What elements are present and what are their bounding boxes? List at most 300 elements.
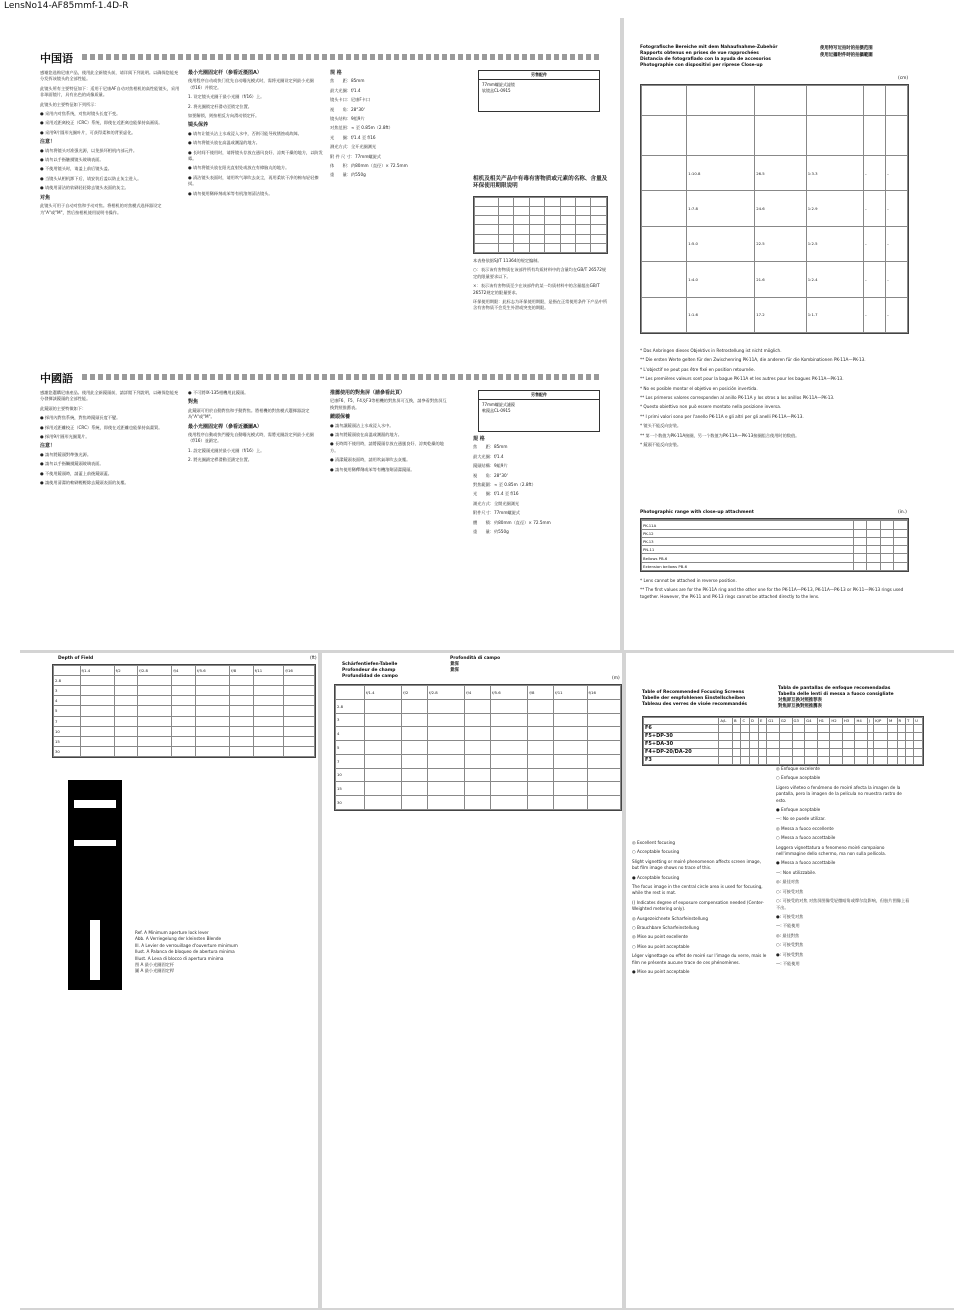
closeup-title bbox=[640, 45, 810, 69]
table-row bbox=[336, 754, 621, 768]
table-cell bbox=[767, 740, 780, 748]
table-cell: 5 bbox=[336, 741, 365, 755]
simplified-col-3: 规 格 焦 距：85mm 最大光圈：f/1.4 镜头卡口：尼康F卡口 视 角：28°30' 镜头结构：9组9片 对焦范围：∞ 至 0.85m（2.8ft） 光 圈：f/1.4 至 f/16 测光方式：全开光圈测光 附 件 尺 寸：77mm螺旋式 体 积：约80mm（直径）× 72.5mm 重 量：约550g bbox=[330, 70, 450, 182]
table-cell bbox=[897, 748, 906, 756]
table-cell bbox=[364, 782, 401, 796]
table-cell bbox=[855, 740, 868, 748]
section-divider-2 bbox=[82, 374, 602, 380]
table-cell bbox=[491, 699, 528, 713]
closeup-title-cn2: 使用近攝附件時的拍攝範圍 bbox=[820, 53, 873, 58]
table-cell bbox=[114, 696, 138, 706]
table-row bbox=[54, 726, 315, 736]
traditional-care-heading: 鏡頭保養 bbox=[330, 414, 351, 421]
table-row bbox=[336, 741, 621, 755]
screens-legend-1: ◎ Excellent focusing ○ Acceptable focusing Slight vignetting or moiré phenomenon affects screen image, but film image shows no trace of this. ● Acceptable focusing The focus image in the central circle area is used for focusing, while the rest is mat. () Indicates degree of exposure compensation needed (Center-Weighted metering only). ◎ Ausgezeichnete Scharfeinstellung ○ Brauchbare Scharfeinstellung ◎ Mise au point excellente ○ Mise au point acceptable Léger vignettage ou effet de moiré sur l'image du verre, mais le film ne présente aucune trace de ces phénomènes. ● Mise au point acceptable bbox=[632, 840, 767, 975]
table-cell bbox=[880, 529, 894, 537]
table-cell bbox=[842, 724, 855, 732]
table-cell bbox=[528, 782, 554, 796]
simplified-col-1: 感谢您选购尼康产品，使用此全新镜头前，请详阅下列说明。以确保您能充分发挥该镜头的全部性能。 此镜头所有主要特征如下：适用于尼康AF自动对焦相机的高性能镜头，采用非球面镜片，具有出色的成像质量。 此镜头的主要特征如下列所示： ● 采用内对焦系统，对焦时镜头长度不变。 ● 采用近距离校正（CRC）系统，即使在近距离也能保持高画质。 ● 采用9片圆形光圈叶片，可获得柔和的背景虚化。 注意！ ● 请勿将镜头对准强光源，以免损坏相机内部元件。 ● 请勿以手指触摸镜头玻璃表面。 ● 不使用镜头时，请盖上前后镜头盖。 ● 当镜头从相机卸下后，请安装后盖以防止灰尘进入。 ● 请使用清洁的软刷轻轻除去镜头表面的灰尘。 对焦 此镜头可用于自动对焦和手动对焦。将相机的对焦模式选择器设定为"A"或"M"，然后按相机使用说明书操作。 bbox=[40, 70, 180, 215]
table-cell bbox=[402, 741, 428, 755]
traditional-focus-heading: 對焦 bbox=[188, 399, 199, 406]
depth-unit: (ft) bbox=[310, 656, 317, 661]
table-cell: F5+DP-30 bbox=[644, 732, 719, 740]
simplified-material-heading: 相机及相关产品中有毒有害物质或元素的名称、含量及环保使用期限说明 bbox=[473, 176, 608, 189]
traditional-min-aperture-heading: 最小光圈固定桿（參看近攝圖A） bbox=[188, 423, 262, 430]
table-cell bbox=[792, 740, 805, 748]
table-header-cell: f/1.4 bbox=[80, 666, 114, 676]
table-cell bbox=[914, 732, 923, 740]
table-cell: 30 bbox=[336, 796, 365, 810]
table-cell bbox=[906, 756, 914, 764]
table-cell bbox=[253, 706, 284, 716]
table-row bbox=[644, 724, 923, 732]
table-cell bbox=[138, 706, 172, 716]
table-cell: Bellows PB-6 bbox=[642, 554, 854, 562]
table-cell bbox=[587, 768, 620, 782]
table-cell bbox=[897, 724, 906, 732]
table-cell bbox=[465, 699, 491, 713]
table-cell bbox=[874, 724, 888, 732]
screens-titles-right bbox=[778, 686, 918, 710]
table-cell bbox=[195, 746, 229, 756]
table-cell bbox=[491, 754, 528, 768]
table-cell bbox=[587, 754, 620, 768]
table-cell bbox=[465, 713, 491, 727]
simplified-min-aperture-heading: 最小光圈固定杆（参看近摄图A） bbox=[188, 70, 262, 76]
screens-table bbox=[642, 716, 924, 766]
table-cell bbox=[874, 740, 888, 748]
table-row bbox=[54, 676, 315, 686]
legend-line-6: 图 A 最小光圈固定杆 bbox=[135, 962, 175, 968]
table-cell bbox=[867, 537, 881, 545]
table-header-cell: f/11 bbox=[253, 666, 284, 676]
table-cell bbox=[792, 732, 805, 740]
table-cell bbox=[906, 724, 914, 732]
table-cell bbox=[719, 724, 733, 732]
table-cell bbox=[364, 741, 401, 755]
table-header-cell: M bbox=[887, 718, 897, 725]
table-cell: PK-12 bbox=[642, 529, 854, 537]
schaerfentiefe-table bbox=[334, 684, 622, 811]
spec-mount: 尼康F卡口 bbox=[350, 97, 371, 103]
table-cell bbox=[402, 796, 428, 810]
table-cell: 15 bbox=[336, 782, 365, 796]
table-cell bbox=[894, 529, 908, 537]
table-cell: 7 bbox=[54, 716, 81, 726]
table-cell bbox=[138, 746, 172, 756]
table-cell bbox=[364, 727, 401, 741]
table-row bbox=[54, 716, 315, 726]
table-cell bbox=[138, 686, 172, 696]
table-cell bbox=[230, 736, 254, 746]
table-cell bbox=[195, 736, 229, 746]
table-cell bbox=[897, 732, 906, 740]
table-cell bbox=[874, 756, 888, 764]
table-cell bbox=[528, 768, 554, 782]
table-cell bbox=[817, 732, 830, 740]
table-cell bbox=[491, 727, 528, 741]
table-cell bbox=[719, 756, 733, 764]
table-cell bbox=[465, 754, 491, 768]
table-cell bbox=[402, 699, 428, 713]
table-header-cell: H2 bbox=[830, 718, 843, 725]
table-cell bbox=[750, 740, 759, 748]
table-cell bbox=[894, 554, 908, 562]
table-cell bbox=[779, 756, 792, 764]
table-cell bbox=[402, 782, 428, 796]
traditional-title: 中國語 bbox=[40, 372, 73, 385]
table-cell: PK-11A bbox=[642, 521, 854, 529]
table-cell bbox=[364, 754, 401, 768]
legend-line-3: Ill. A Levier de verrouillage d'ouverture minimum bbox=[135, 942, 238, 948]
table-header-cell: G4 bbox=[805, 718, 818, 725]
table-cell bbox=[880, 537, 894, 545]
table-row bbox=[336, 796, 621, 810]
table-header-cell: U bbox=[914, 718, 923, 725]
footnote-star: Lens cannot be attached in reverse position. bbox=[643, 578, 737, 583]
table-cell bbox=[741, 724, 750, 732]
closeup-notes: * Das Anbringen dieses Objektivs in Retrostellung ist nicht möglich. ** Die ersten Werte gelten für den Zwischenring PK-11A, die anderen für die Kombinationen PK-11A—PK-13. * L'objectif ne peut pas être fixé en position retournée. ** Les premières valeurs sont pour la bague PK-11A et les autres pour les bagues PK-11A—PK-13. * No es posible montar el objetivo en posición invertida. ** Los primeros valores corresponden al anillo PK-11A y los otros a los anillos PK-11A—PK-13. * Questo obiettivo non può essere montato nella posizione inversa. ** I primi valori sono per l'anello PK-11A e gli altri per gli anelli PK-11A—PK-13. * 镜头不能反向安装。 ** 第一个数值为PK-11A接圈，另一个数值为PK-11A—PK-13接圈组合使用时的数值。 * 鏡頭不能反向安裝。 bbox=[640, 348, 866, 448]
traditional-col-1: 感謝您選購尼康產品。使用此全新鏡頭前，請詳閱下列說明，以確保您能充分發揮該鏡頭的全部性能。 此鏡頭的主要特徵如下： ● 採用內對焦系統，對焦時鏡頭長度不變。 ● 採用近距離校正（CRC）系統，即使在近距離也能保持高畫質。 ● 採用9片圓形光圈葉片。 注意！ ● 請勿將鏡頭對準強光源。 ● 請勿以手指觸摸鏡頭玻璃表面。 ● 不使用鏡頭時，請蓋上前後鏡頭蓋。 ● 請使用清潔的軟刷輕輕除去鏡頭表面的灰塵。 bbox=[40, 390, 179, 486]
traditional-accessory-box bbox=[478, 390, 600, 432]
table-cell bbox=[894, 537, 908, 545]
closeup-title-es: Photographie con dispositivi per riprese Close-up bbox=[640, 63, 763, 68]
table-cell bbox=[914, 724, 923, 732]
table-cell bbox=[874, 748, 888, 756]
table-cell bbox=[853, 546, 867, 554]
table-cell bbox=[853, 529, 867, 537]
table-cell bbox=[195, 726, 229, 736]
table-row bbox=[644, 756, 923, 764]
closeup-title-fr: Distancia de fotografiado con la ayuda de accesorios bbox=[640, 57, 771, 62]
profondeur-title: Profondeur de champ bbox=[342, 668, 396, 673]
table-cell bbox=[528, 713, 554, 727]
simplified-accessory-heading: 另售配件 bbox=[479, 71, 599, 80]
table-cell bbox=[138, 676, 172, 686]
table-cell bbox=[427, 713, 464, 727]
table-cell bbox=[805, 748, 818, 756]
schaerfentiefe-titles bbox=[342, 662, 432, 680]
table-cell bbox=[587, 741, 620, 755]
table-cell bbox=[427, 782, 464, 796]
table-cell bbox=[114, 676, 138, 686]
table-cell bbox=[887, 724, 897, 732]
simplified-material-notes: 本表格依据SJ/T 11364的规定编制。 ○：表示该有害物质在该部件所有均质材料中的含量均在GB/T 26572规定的限量要求以下。 ×：表示该有害物质至少在该部件的某一均质材料中的含量超出GB/T 26572规定的限量要求。 环保使用期限：此标志为环保使用期限，是指在正常使用条件下产品中所含有害物质不会发生外泄或突变的期限。 bbox=[473, 258, 608, 311]
table-cell bbox=[792, 756, 805, 764]
table-cell: 2.8 bbox=[336, 699, 365, 713]
table-cell bbox=[284, 726, 315, 736]
table-row bbox=[642, 537, 908, 545]
table-header-cell: J bbox=[868, 718, 874, 725]
closeup-title-de: Fotografische Bereiche mit dem Nahaufnahme-Zubehör bbox=[640, 45, 778, 50]
table-header-cell: G2 bbox=[779, 718, 792, 725]
table-cell bbox=[867, 529, 881, 537]
table-row bbox=[642, 529, 908, 537]
table-cell bbox=[759, 748, 767, 756]
table-cell bbox=[284, 686, 315, 696]
table-cell bbox=[284, 706, 315, 716]
table-cell: 5 bbox=[54, 706, 81, 716]
table-cell bbox=[114, 726, 138, 736]
table-cell bbox=[897, 740, 906, 748]
table-cell bbox=[427, 768, 464, 782]
simplified-accessory-item: 77mm螺旋式滤镜 bbox=[482, 82, 515, 87]
table-cell bbox=[914, 740, 923, 748]
table-cell bbox=[427, 741, 464, 755]
table-cell bbox=[427, 754, 464, 768]
table-header-cell: G3 bbox=[792, 718, 805, 725]
table-cell bbox=[853, 537, 867, 545]
table-cell bbox=[914, 748, 923, 756]
table-cell bbox=[230, 676, 254, 686]
table-cell bbox=[172, 686, 196, 696]
table-cell bbox=[880, 554, 894, 562]
table-row bbox=[336, 727, 621, 741]
screens-title-fr: Tableau des verres de visée recommandés bbox=[642, 702, 748, 707]
table-header-cell: f/16 bbox=[587, 686, 620, 700]
table-header-cell: G1 bbox=[767, 718, 780, 725]
table-cell: F5+DA-30 bbox=[644, 740, 719, 748]
table-header-cell: B bbox=[732, 718, 740, 725]
traditional-accessory-item-2: 軟鏡盒CL-0915 bbox=[482, 408, 511, 413]
table-cell bbox=[855, 756, 868, 764]
table-row bbox=[336, 782, 621, 796]
screens-title-es: Tabla de pantallas de enfoque recomendadas bbox=[778, 686, 891, 691]
table-row bbox=[336, 713, 621, 727]
table-cell bbox=[732, 740, 740, 748]
table-cell bbox=[906, 732, 914, 740]
lens-mount-ring-2 bbox=[74, 840, 116, 846]
table-cell bbox=[80, 726, 114, 736]
table-row bbox=[642, 562, 908, 570]
spec-weight: 约550g bbox=[350, 172, 366, 178]
hazardous-substance-table bbox=[473, 196, 608, 254]
table-cell bbox=[230, 716, 254, 726]
table-cell: Extension bellows PB-6 bbox=[642, 562, 854, 570]
table-cell bbox=[894, 521, 908, 529]
simplified-notes-heading: 注意！ bbox=[40, 139, 56, 146]
table-cell bbox=[887, 756, 897, 764]
table-cell bbox=[172, 676, 196, 686]
table-cell bbox=[402, 754, 428, 768]
lens-mount-ring bbox=[74, 800, 116, 808]
table-cell bbox=[732, 748, 740, 756]
table-cell bbox=[830, 724, 843, 732]
table-cell bbox=[759, 724, 767, 732]
table-cell bbox=[830, 748, 843, 756]
table-header-cell: f/16 bbox=[284, 666, 315, 676]
simplified-specs-heading: 规 格 bbox=[330, 70, 342, 76]
table-cell bbox=[894, 562, 908, 570]
table-cell bbox=[750, 756, 759, 764]
table-cell bbox=[172, 726, 196, 736]
table-cell bbox=[732, 724, 740, 732]
table-cell bbox=[114, 746, 138, 756]
table-header-cell: f/5.6 bbox=[195, 666, 229, 676]
table-cell: 10 bbox=[54, 726, 81, 736]
table-cell bbox=[867, 521, 881, 529]
table-header-cell: f/8 bbox=[528, 686, 554, 700]
traditional-col-3: 推薦使用的對焦屏（請參看此頁） 尼康F6、F5、F4及F3等相機的對焦屏可互換，請參看對焦屏互換對照推薦表。 鏡頭保養 ● 請勿讓鏡頭沾上水或浸入水中。 ● 請勿將鏡頭放在高溫或潮濕的地方。 ● 長時間不使用時，請將鏡頭存放在通風良好、涼爽乾燥的地方。 ● 清潔鏡頭表面時，請用吹氣球吹去灰塵。 ● 請勿使用稀釋劑或苯等有機溶劑清潔鏡頭。 bbox=[330, 390, 450, 476]
table-cell bbox=[554, 741, 587, 755]
table-header-cell: H3 bbox=[842, 718, 855, 725]
table-cell bbox=[842, 748, 855, 756]
traditional-recommend-heading: 推薦使用的對焦屏（請參看此頁） bbox=[330, 390, 406, 396]
section-divider bbox=[82, 54, 602, 60]
spec-filter: 77mm螺旋式 bbox=[354, 153, 381, 159]
table-header-cell: f/11 bbox=[554, 686, 587, 700]
table-cell bbox=[172, 736, 196, 746]
table-cell bbox=[554, 727, 587, 741]
legend-line-1: Ref. A Minimum aperture lock lever bbox=[135, 930, 209, 935]
table-row bbox=[336, 699, 621, 713]
simplified-accessory-item-2: 软镜盒CL-0915 bbox=[482, 88, 511, 93]
table-cell bbox=[114, 706, 138, 716]
table-cell bbox=[554, 713, 587, 727]
table-cell bbox=[842, 732, 855, 740]
table-cell bbox=[767, 756, 780, 764]
photo-range-unit: (in.) bbox=[898, 510, 907, 515]
table-header-cell: f/4 bbox=[172, 666, 196, 676]
closeup-title-cn: 使用特写近拍时的拍摄范围 bbox=[820, 46, 873, 51]
table-cell bbox=[830, 740, 843, 748]
table-cell: F3 bbox=[644, 756, 719, 764]
photo-range-footnotes: * Lens cannot be attached in reverse position. ** The first values are for the PK-11A ring and the other one for the PK-11A—PK-13, PK-11A—PK-13 or PK-11—PK-13 rings used together. However, the PK-11 and PK-13 rings cannot be attached directly to the lens. bbox=[640, 578, 904, 599]
table-cell bbox=[817, 724, 830, 732]
table-cell bbox=[80, 746, 114, 756]
table-cell bbox=[253, 736, 284, 746]
screens-title-de: Tabelle der empfohlenen Einstellscheiben bbox=[642, 696, 746, 701]
table-cell bbox=[853, 554, 867, 562]
table-cell bbox=[195, 696, 229, 706]
table-cell bbox=[779, 732, 792, 740]
table-cell bbox=[253, 696, 284, 706]
table-cell bbox=[741, 748, 750, 756]
table-cell bbox=[842, 740, 855, 748]
table-cell bbox=[767, 724, 780, 732]
table-cell bbox=[465, 727, 491, 741]
table-cell bbox=[554, 754, 587, 768]
table-cell bbox=[284, 676, 315, 686]
table-cell bbox=[253, 726, 284, 736]
table-cell bbox=[230, 746, 254, 756]
schaerfentiefe-unit: (m) bbox=[612, 676, 620, 681]
table-row bbox=[54, 706, 315, 716]
table-cell bbox=[792, 724, 805, 732]
closeup-table: 1:10.8 26.5 1:3.3 – – 1:7.8 24.6 1:2.9 – – 1:5.0 22.5 1:2.5 – – 1:4.0 21.6 1:2.4 – – 1:1.6 17.2 1:1.7 – – bbox=[640, 84, 909, 334]
table-header-cell: f/2.8 bbox=[138, 666, 172, 676]
table-cell bbox=[284, 746, 315, 756]
table-cell: F6 bbox=[644, 724, 719, 732]
table-cell bbox=[805, 724, 818, 732]
table-cell: 4 bbox=[336, 727, 365, 741]
traditional-specs: 規 格 焦 距：85mm 最大光圈：f/1.4 鏡頭結構：9組9片 視 角：28°30' 對焦範圍：∞ 至 0.85m（2.8ft） 光 圈：f/1.4 至 f/16 測光方式：全開光圈測光 附件尺寸：77mm螺旋式 體 積：約80mm（直徑）× 72.5mm 重 量：約550g bbox=[473, 436, 603, 538]
legend-line-2: Abb. A Verriegelung der kleinsten Blende bbox=[135, 936, 222, 942]
table-cell bbox=[364, 699, 401, 713]
table-cell bbox=[867, 562, 881, 570]
table-cell bbox=[817, 756, 830, 764]
table-cell bbox=[855, 748, 868, 756]
table-header-cell: H1 bbox=[817, 718, 830, 725]
table-cell bbox=[732, 756, 740, 764]
table-row bbox=[336, 768, 621, 782]
table-cell bbox=[853, 521, 867, 529]
table-header-cell: f/5.6 bbox=[491, 686, 528, 700]
simplified-title: 中国语 bbox=[40, 52, 73, 65]
table-cell bbox=[897, 756, 906, 764]
table-cell bbox=[867, 554, 881, 562]
table-header-cell: f/2 bbox=[402, 686, 428, 700]
table-cell bbox=[465, 796, 491, 810]
table-cell bbox=[253, 686, 284, 696]
table-cell bbox=[759, 756, 767, 764]
spec-max-aperture: f/1.4 bbox=[350, 87, 361, 93]
table-cell bbox=[779, 724, 792, 732]
table-cell bbox=[195, 716, 229, 726]
table-row bbox=[54, 736, 315, 746]
table-row bbox=[642, 546, 908, 554]
table-cell: 10 bbox=[336, 768, 365, 782]
table-cell bbox=[741, 732, 750, 740]
table-cell bbox=[874, 732, 888, 740]
table-cell bbox=[80, 686, 114, 696]
table-header-cell: C bbox=[741, 718, 750, 725]
lens-aperture-lock bbox=[90, 920, 100, 980]
table-cell bbox=[114, 736, 138, 746]
table-cell bbox=[554, 699, 587, 713]
traditional-accessory-item: 77mm螺旋式濾鏡 bbox=[482, 402, 515, 407]
table-cell bbox=[732, 732, 740, 740]
table-cell bbox=[528, 727, 554, 741]
table-cell bbox=[364, 768, 401, 782]
table-header-cell: A/L bbox=[719, 718, 733, 725]
table-cell bbox=[830, 732, 843, 740]
table-cell bbox=[491, 768, 528, 782]
table-cell bbox=[554, 768, 587, 782]
table-cell bbox=[195, 706, 229, 716]
table-cell bbox=[842, 756, 855, 764]
table-cell bbox=[759, 740, 767, 748]
screens-titles-left bbox=[642, 690, 762, 708]
spec-min-focus: 0.85m（2.8ft） bbox=[361, 125, 393, 131]
simplified-col-2: 最小光圈固定杆（参看近摄图A） 使用程序自动或快门优先自动曝光模式时，需将光圈设定到最小光圈（f/16）并锁定。 1. 设定镜头光圈于最小光圈（f/16）上。 2. 将光圈锁定杆滑动至锁定位置。 如要解锁，则按相反方向滑动锁定杆。 镜头保养 ● 请勿让镜头沾上水或浸入水中，否则可能导致锈蚀或故障。 ● 请勿将镜头放在高温或潮湿的地方。 ● 长时间不使用时，请将镜头存放在通风良好、凉爽干燥的地方，以防发霉。 ● 请勿将镜头放在阳光直射处或放在有樟脑丸的地方。 ● 清洁镜头表面时，请用吹气球吹去灰尘，再用柔软干净的棉布轻轻擦拭。 ● 请勿使用稀释剂或苯等有机溶剂清洁镜头。 bbox=[188, 70, 323, 196]
depth-table bbox=[52, 664, 316, 758]
profondita-title: Profondità di campo bbox=[450, 656, 501, 661]
table-cell bbox=[427, 796, 464, 810]
schaerfentiefe-title: Schärfentiefen-Tabelle bbox=[342, 662, 398, 667]
closeup-title-cn-wrap bbox=[820, 45, 930, 59]
table-cell bbox=[587, 796, 620, 810]
table-cell bbox=[465, 768, 491, 782]
table-cell bbox=[853, 562, 867, 570]
table-cell bbox=[587, 699, 620, 713]
table-cell bbox=[364, 796, 401, 810]
table-cell bbox=[880, 562, 894, 570]
table-cell bbox=[427, 699, 464, 713]
jingshen-title: 景深 bbox=[450, 662, 459, 667]
screens-title-cn2: 對焦屏互換對照推薦表 bbox=[778, 704, 822, 709]
simplified-accessory-box bbox=[478, 70, 600, 112]
table-cell bbox=[528, 796, 554, 810]
table-cell bbox=[887, 748, 897, 756]
table-cell bbox=[587, 727, 620, 741]
simplified-care-heading: 镜头保养 bbox=[188, 122, 209, 129]
footnote-double-star: The first values are for the PK-11A ring and the other one for the PK-11A—PK-13, PK-11A—PK-13 or PK-11—PK-13 rings used together. However, the PK-11 and PK-13 rings cannot be attached directly to the lens. bbox=[640, 587, 904, 599]
table-cell bbox=[427, 727, 464, 741]
table-cell bbox=[817, 748, 830, 756]
table-cell bbox=[719, 740, 733, 748]
table-cell bbox=[402, 768, 428, 782]
